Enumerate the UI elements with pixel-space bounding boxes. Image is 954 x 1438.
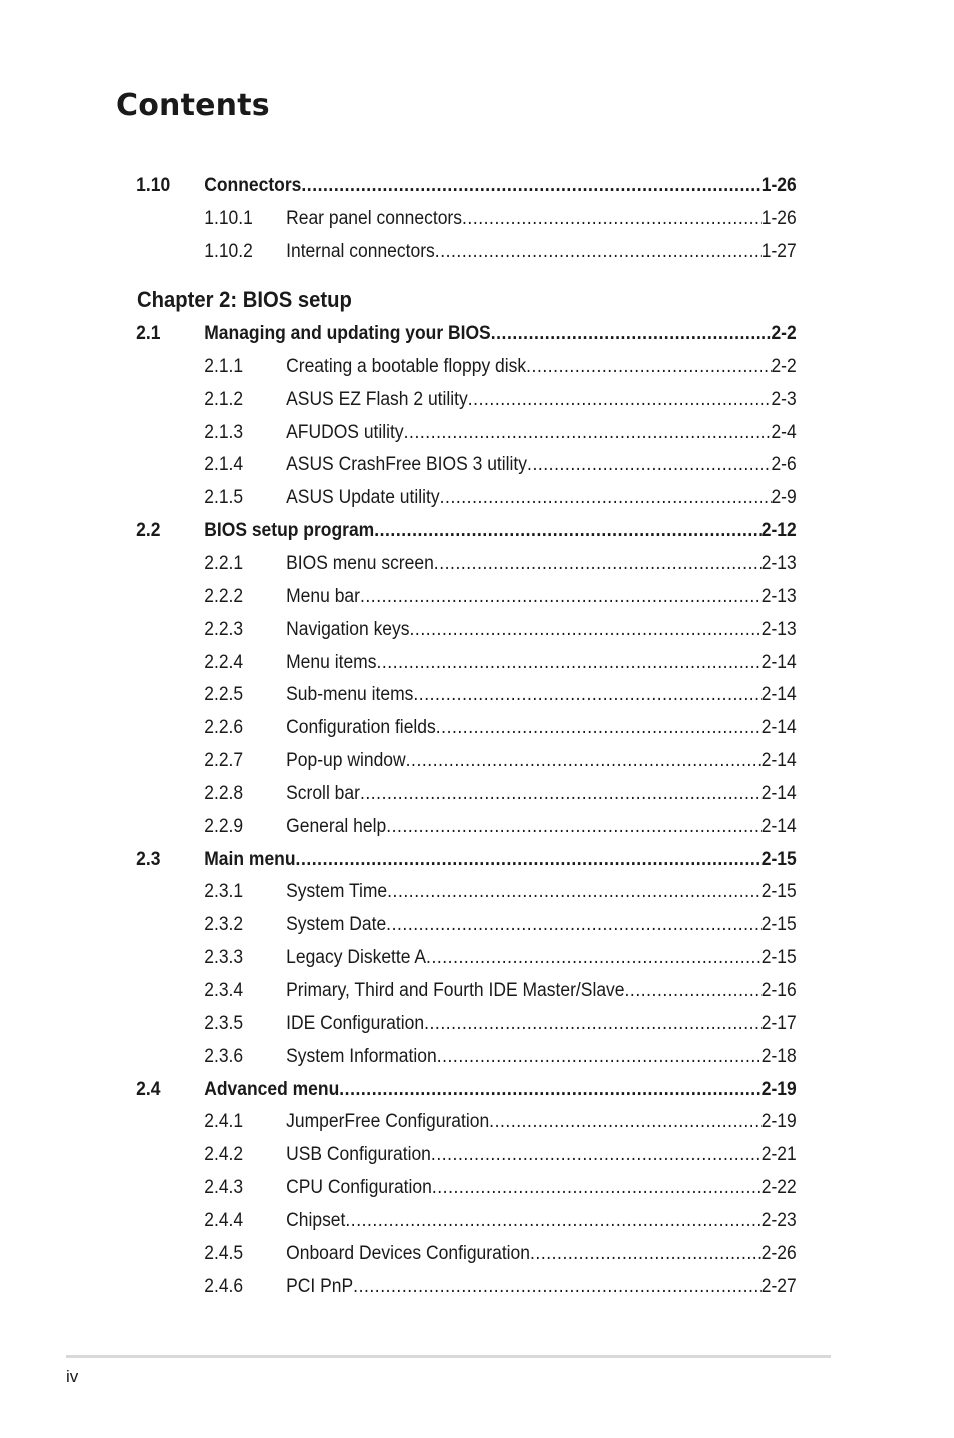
dot-leader [387,875,762,908]
toc-page-number: 2-4 [771,421,797,443]
toc-subsection-row[interactable] [0,416,878,449]
toc-number: 2.1 [136,323,161,344]
toc-label: PCI PnP [286,1275,354,1297]
dot-leader [386,810,762,843]
dot-leader [424,1007,762,1040]
toc-number: 2.4.2 [204,1144,244,1166]
toc-number: 1.10 [136,175,171,196]
toc-label: Pop-up window [286,750,406,772]
toc-label: CPU Configuration [286,1177,432,1199]
toc-page-number: 2-15 [761,947,797,969]
dot-leader [406,744,762,777]
toc-number: 2.4.4 [204,1209,244,1231]
toc-subsection-row[interactable] [0,941,878,974]
page-title: Contents [116,88,270,123]
toc-number: 2.1.4 [204,454,244,476]
toc-label: ASUS CrashFree BIOS 3 utility [286,454,528,476]
dot-leader [376,646,761,679]
toc-label: Configuration fields [286,717,436,739]
dot-leader [462,202,762,235]
dot-leader [386,908,762,941]
toc-label: USB Configuration [286,1144,431,1166]
dot-leader [296,843,762,876]
dot-leader [527,448,771,481]
toc-label: Internal connectors [286,241,435,262]
dot-leader [432,1171,762,1204]
toc-subsection-row[interactable] [0,1237,878,1270]
toc-page-number: 2-23 [761,1209,797,1231]
toc-label: Connectors [204,175,302,196]
toc-subsection-row[interactable] [0,580,878,613]
toc-number: 2.3 [136,848,161,870]
toc-subsection-row[interactable] [0,875,878,908]
toc-number: 2.1.1 [204,355,244,377]
toc-label: AFUDOS utility [286,421,404,443]
toc-subsection-row[interactable] [0,678,878,711]
toc-page-number: 2-21 [761,1144,797,1166]
toc-number: 2.2.1 [204,552,244,574]
dot-leader [360,777,762,810]
toc-label: BIOS menu screen [286,552,434,574]
toc-number: 2.3.5 [204,1012,244,1034]
dot-leader [436,711,762,744]
toc-page-number: 2-19 [761,1111,797,1133]
toc-label: Menu items [286,651,377,673]
toc-number: 2.2.5 [204,684,244,706]
toc-page-number: 1-26 [761,175,797,196]
dot-leader [526,350,771,383]
toc-page-number: 2-22 [761,1177,797,1199]
toc-subsection-row[interactable] [0,1171,878,1204]
toc-page-number: 2-19 [761,1078,797,1100]
toc-subsection-row[interactable] [0,1007,878,1040]
toc-subsection-row[interactable] [0,383,878,416]
toc-subsection-row[interactable] [0,547,878,580]
toc-subsection-row[interactable] [0,448,878,481]
dot-leader [353,1270,762,1303]
toc-number: 2.2.3 [204,618,244,640]
toc-label: Navigation keys [286,618,410,640]
dot-leader [434,547,762,580]
toc-label: BIOS setup program [204,520,375,542]
toc-label: Advanced menu [204,1078,340,1100]
toc-page-number: 2-18 [761,1045,797,1067]
toc-number: 1.10.1 [204,208,253,229]
dot-leader [426,941,762,974]
toc-number: 2.3.4 [204,980,244,1001]
toc-label: Sub-menu items [286,684,414,706]
toc-subsection-row[interactable] [0,613,878,646]
toc-label: Main menu [204,848,296,870]
toc-label: ASUS EZ Flash 2 utility [286,388,468,410]
toc-section-row[interactable] [0,514,878,547]
toc-number: 2.3.1 [204,881,244,903]
toc-page-number: 2-3 [771,388,797,410]
toc-number: 2.4.3 [204,1177,244,1199]
toc-number: 2.3.2 [204,914,244,936]
toc-page-number: 2-12 [761,520,797,542]
toc-label: Creating a bootable floppy disk [286,355,527,377]
toc-subsection-row[interactable] [0,810,878,843]
toc-subsection-row[interactable] [0,777,878,810]
dot-leader [530,1237,762,1270]
dot-leader [360,580,762,613]
toc-page-number: 2-13 [761,552,797,574]
toc-label: ASUS Update utility [286,487,440,509]
toc-page-number: 2-15 [761,848,797,870]
toc-subsection-row[interactable] [0,481,878,514]
toc-page-number: 2-14 [761,750,797,772]
toc-number: 2.3.6 [204,1045,244,1067]
toc-number: 2.4 [136,1078,161,1100]
toc-number: 1.10.2 [204,241,253,262]
chapter-heading: Chapter 2: BIOS setup [137,287,352,312]
toc-label: General help [286,815,387,837]
toc-page-number: 1-27 [761,241,797,262]
dot-leader [437,1040,762,1073]
toc-page-number: 2-2 [771,323,797,344]
toc-number: 2.1.3 [204,421,244,443]
toc-label: Scroll bar [286,782,360,804]
dot-leader [301,169,761,202]
toc-page-number: 2-13 [761,585,797,607]
dot-leader [491,317,772,350]
toc-page-number: 2-14 [761,815,797,837]
dot-leader [625,974,762,1007]
toc-subsection-row[interactable] [0,1138,878,1171]
toc-subsection-row[interactable] [0,711,878,744]
toc-section-row[interactable] [0,1073,878,1106]
toc-label: Managing and updating your BIOS [204,323,491,344]
toc-page-number: 2-16 [761,980,797,1001]
toc-section-row[interactable] [0,843,878,876]
toc-number: 2.2.8 [204,782,244,804]
toc-subsection-row[interactable] [0,1204,878,1237]
toc-label: Menu bar [286,585,360,607]
toc-page-number: 2-15 [761,914,797,936]
toc-subsection-row[interactable] [0,646,878,679]
dot-leader [410,613,762,646]
toc-number: 2.2.7 [204,750,244,772]
toc-label: IDE Configuration [286,1012,425,1034]
toc-subsection-row[interactable] [0,1105,878,1138]
toc-section-row[interactable] [0,169,878,202]
dot-leader [345,1204,761,1237]
dot-leader [435,235,762,268]
toc-number: 2.2.2 [204,585,244,607]
toc-label: System Time [286,881,388,903]
toc-number: 2.4.5 [204,1242,244,1264]
toc-page-number: 2-14 [761,684,797,706]
footer-page-number: iv [66,1367,79,1386]
toc-section-row[interactable] [0,317,878,350]
toc-page-number: 2-17 [761,1012,797,1034]
toc-page-number: 1-26 [761,208,797,229]
toc-page-number: 2-14 [761,717,797,739]
toc-subsection-row[interactable] [0,974,878,1007]
toc-label: Legacy Diskette A [286,947,427,969]
toc-number: 2.3.3 [204,947,244,969]
toc-subsection-row[interactable] [0,1040,878,1073]
toc-number: 2.4.6 [204,1275,244,1297]
toc-page-number: 2-2 [771,355,797,377]
toc-number: 2.1.5 [204,487,244,509]
toc-label: Onboard Devices Configuration [286,1242,531,1264]
toc-page-number: 2-26 [761,1242,797,1264]
toc-subsection-row[interactable] [0,908,878,941]
toc-subsection-row[interactable] [0,350,878,383]
toc-label: System Information [286,1045,437,1067]
toc-number: 2.2.9 [204,815,244,837]
toc-subsection-row[interactable] [0,202,878,235]
dot-leader [404,416,772,449]
toc-subsection-row[interactable] [0,744,878,777]
toc-number: 2.2.4 [204,651,244,673]
dot-leader [374,514,762,547]
dot-leader [489,1105,762,1138]
dot-leader [413,678,761,711]
toc-page-number: 2-14 [761,782,797,804]
toc-number: 2.1.2 [204,388,244,410]
toc-subsection-row[interactable] [0,1270,878,1303]
dot-leader [339,1073,761,1106]
dot-leader [468,383,772,416]
toc-page-number: 2-13 [761,618,797,640]
toc-label: System Date [286,914,387,936]
toc-number: 2.2.6 [204,717,244,739]
toc-label: JumperFree Configuration [286,1111,490,1133]
dot-leader [440,481,772,514]
toc-page-number: 2-27 [761,1275,797,1297]
toc-page-number: 2-14 [761,651,797,673]
footer-divider [66,1355,831,1358]
toc-label: Rear panel connectors [286,208,462,229]
toc-page-number: 2-9 [771,487,797,509]
toc-number: 2.2 [136,520,161,542]
toc-number: 2.4.1 [204,1111,244,1133]
toc-page-number: 2-6 [771,454,797,476]
toc-subsection-row[interactable] [0,235,878,268]
dot-leader [431,1138,762,1171]
toc-label: Primary, Third and Fourth IDE Master/Slave [286,980,625,1001]
toc-page-number: 2-15 [761,881,797,903]
toc-label: Chipset [286,1209,346,1231]
